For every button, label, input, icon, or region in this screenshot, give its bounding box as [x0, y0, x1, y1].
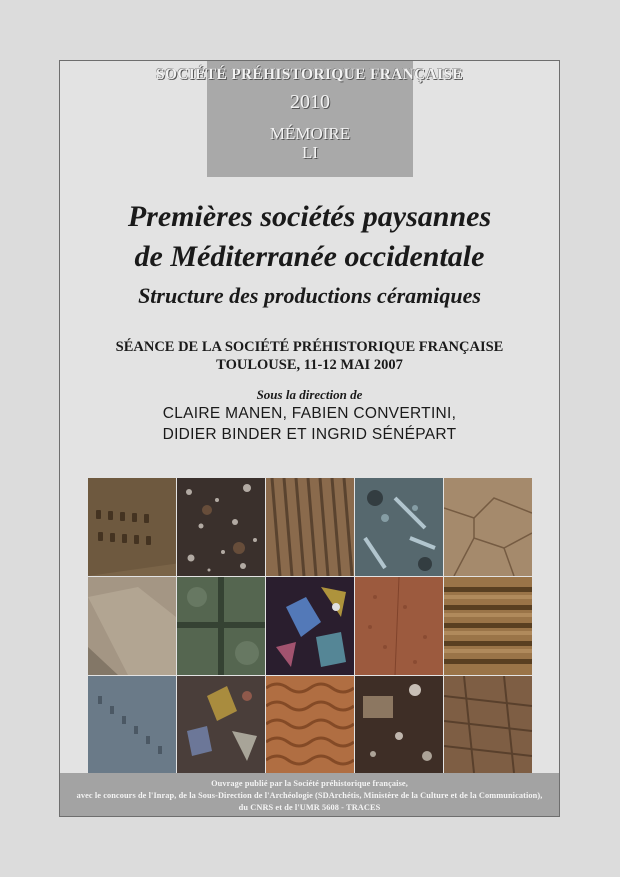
- ceramic-tile: [266, 676, 354, 774]
- title-line-2: de Méditerranée occidentale: [134, 240, 485, 273]
- ceramic-tile: [177, 478, 265, 576]
- authors-line-1: CLAIRE MANEN, FABIEN CONVERTINI,: [162, 405, 457, 422]
- publication-year: 2010: [290, 91, 330, 113]
- memoire-word: MÉMOIRE: [269, 124, 351, 143]
- footer-line-1: Ouvrage publié par la Société préhistorique française,: [211, 779, 408, 788]
- authors-line-2: DIDIER BINDER ET INGRID SÉNÉPART: [162, 426, 457, 443]
- society-name: SOCIÉTÉ PRÉHISTORIQUE FRANÇAISE: [155, 66, 464, 83]
- ceramic-tile: [444, 478, 532, 576]
- ceramic-tile: [266, 577, 354, 675]
- ceramic-tile: [444, 676, 532, 774]
- ceramic-tile: [88, 577, 176, 675]
- memoire-number: LI: [301, 143, 319, 162]
- ceramic-tile: [88, 478, 176, 576]
- ceramic-tile: [355, 478, 443, 576]
- subtitle: Structure des productions céramiques: [138, 283, 481, 308]
- ceramic-tile: [88, 676, 176, 774]
- seance-line-2: TOULOUSE, 11-12 MAI 2007: [216, 357, 403, 373]
- direction-label: Sous la direction de: [256, 387, 363, 402]
- ceramic-tile: [177, 676, 265, 774]
- footer-line-3: du CNRS et de l'UMR 5608 - TRACES: [238, 803, 381, 812]
- seance-line-1: SÉANCE DE LA SOCIÉTÉ PRÉHISTORIQUE FRANÇAISE: [115, 339, 504, 355]
- ceramic-tile: [444, 577, 532, 675]
- ceramic-image-grid: [88, 478, 531, 773]
- ceramic-tile: [266, 478, 354, 576]
- footer-line-2: avec le concours de l'Inrap, de la Sous-Direction de l'Archéologie (SDArchétis, Ministère de la Culture et de la Communication),: [76, 791, 543, 800]
- memoire-label: [207, 124, 413, 162]
- title-line-1: Premières sociétés paysannes: [127, 200, 492, 233]
- ceramic-tile: [177, 577, 265, 675]
- ceramic-tile: [355, 577, 443, 675]
- ceramic-tile: [355, 676, 443, 774]
